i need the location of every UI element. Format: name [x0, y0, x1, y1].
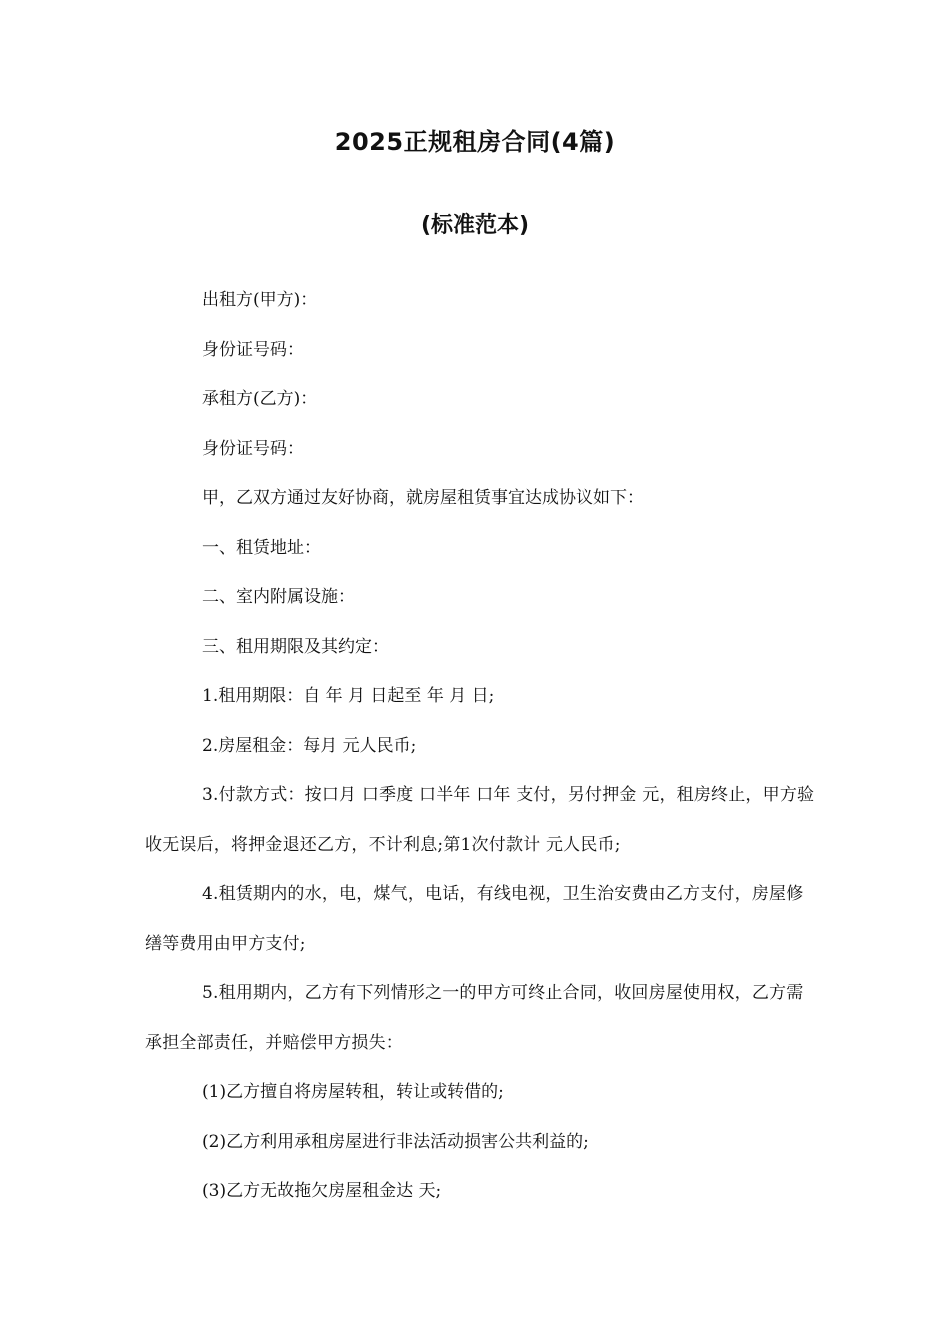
paragraph-clause-1: (1)乙方擅自将房屋转租，转让或转借的; — [202, 1082, 504, 1102]
paragraph-section-1-address: 一、租赁地址： — [202, 537, 321, 558]
paragraph-payment-method: 3.付款方式：按口月 口季度 口半年 口年 支付，另付押金 元，租房终止，甲方验收无误后，将押金退还乙方，不计利息;第1次付款计 元人民币; — [145, 785, 815, 855]
paragraph-section-2-facilities: 二、室内附属设施： — [202, 587, 355, 607]
paragraph-utilities: 4.租赁期内的水，电，煤气，电话，有线电视，卫生治安费由乙方支付，房屋修缮等费用由甲方支付; — [145, 884, 804, 954]
contract-body — [145, 276, 815, 1217]
paragraph-clause-2: (2)乙方利用承租房屋进行非法活动损害公共利益的; — [202, 1131, 589, 1152]
paragraph-lessor: 出租方(甲方)： — [202, 290, 318, 310]
paragraph-clause-3: (3)乙方无故拖欠房屋租金达 天; — [202, 1181, 442, 1201]
paragraph-agreement-intro: 甲，乙双方通过友好协商，就房屋租赁事宜达成协议如下： — [202, 488, 644, 508]
paragraph-lessor-id: 身份证号码： — [202, 339, 304, 360]
paragraph-lessee: 承租方(乙方)： — [202, 389, 318, 409]
document-subtitle: (标准范本) — [420, 213, 530, 238]
paragraph-term-period: 1.租用期限：自 年 月 日起至 年 月 日; — [202, 686, 495, 706]
paragraph-section-3-term: 三、租用期限及其约定： — [202, 636, 389, 657]
document-title: 2025正规租房合同(4篇) — [334, 128, 616, 156]
paragraph-termination: 5.租用期内，乙方有下列情形之一的甲方可终止合同，收回房屋使用权，乙方需承担全部责任，并赔偿甲方损失： — [145, 983, 804, 1053]
paragraph-rent: 2.房屋租金：每月 元人民币; — [202, 735, 417, 756]
paragraph-lessee-id: 身份证号码： — [202, 438, 304, 459]
